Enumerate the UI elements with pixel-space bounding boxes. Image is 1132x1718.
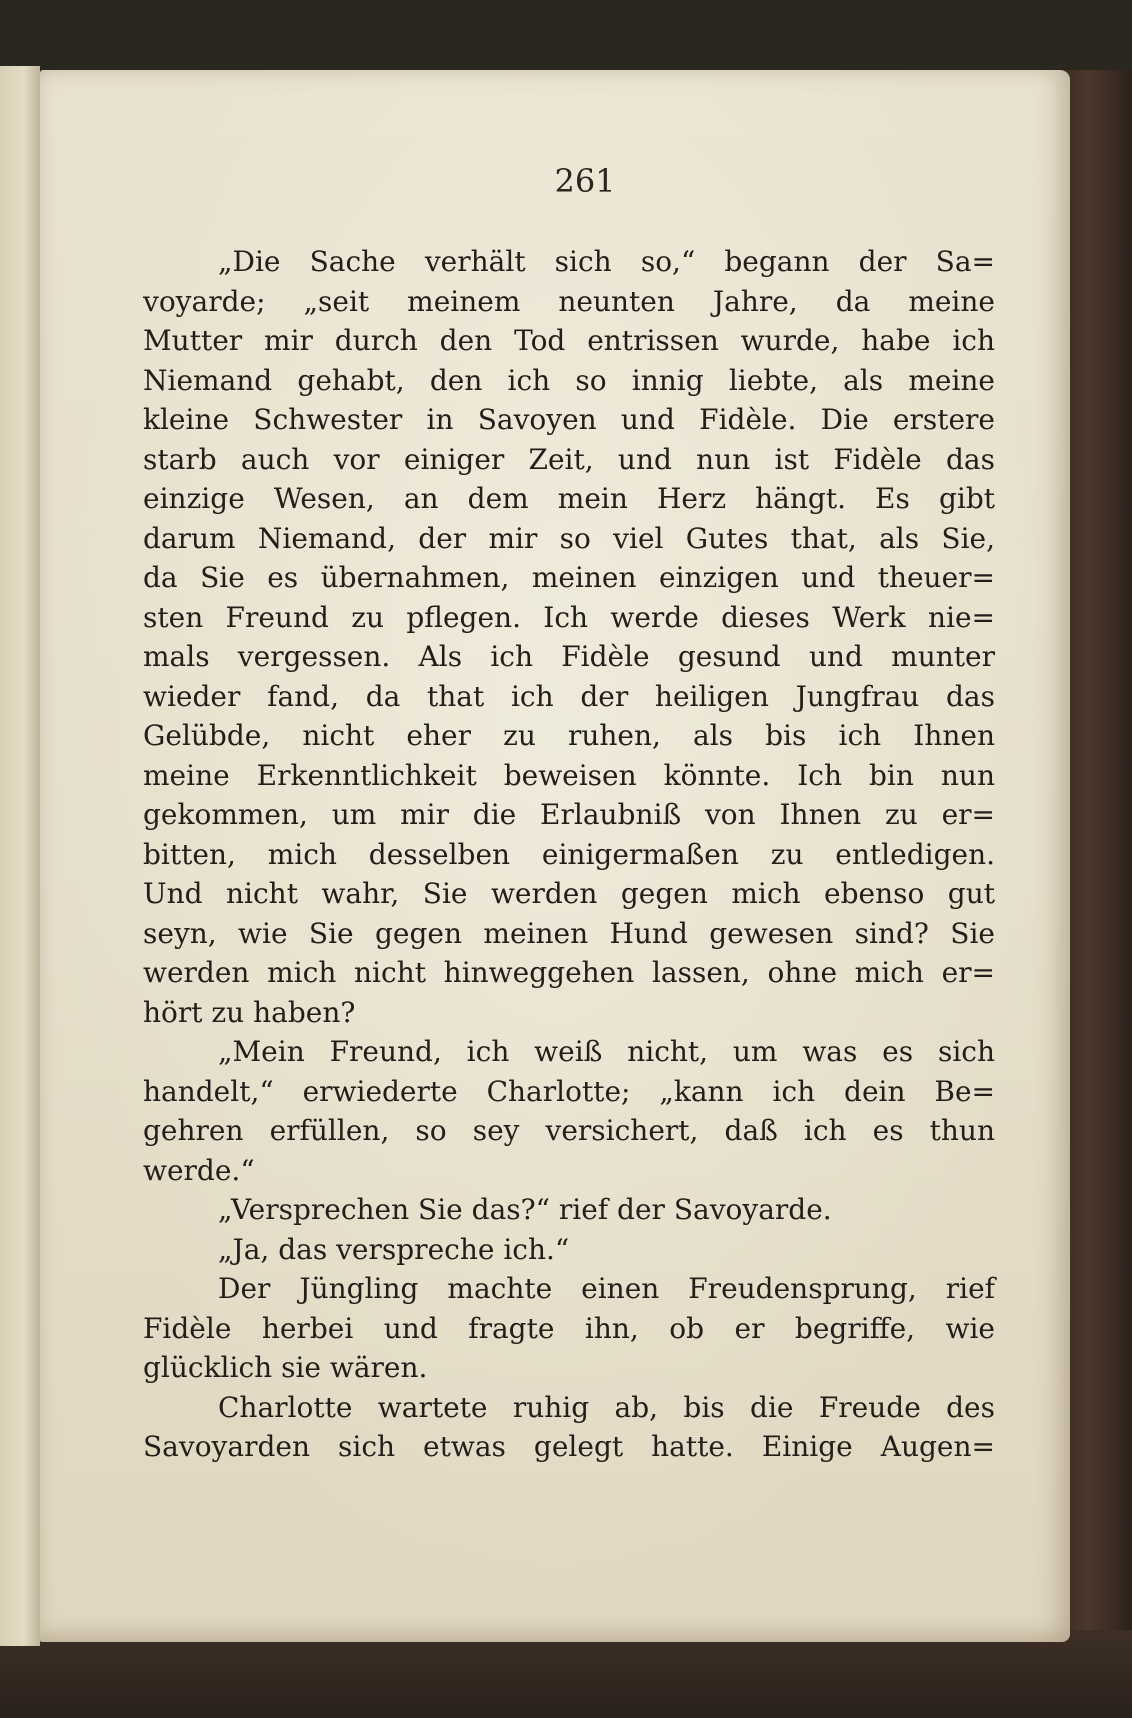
text-line: Der Jüngling machte einen Freudensprung, rief <box>218 1272 995 1305</box>
left-page-edge <box>0 66 40 1646</box>
text-line: bitten, mich desselben einigermaßen zu entledigen. <box>143 837 995 871</box>
text-line: Fidèle herbei und fragte ihn, ob er begriffe, wie <box>143 1311 995 1345</box>
page-text <box>143 242 995 1467</box>
text-line: gekommen, um mir die Erlaubniß von Ihnen zu er= <box>143 798 995 831</box>
text-line: „Die Sache verhält sich so,“ begann der Sa= <box>218 245 995 278</box>
text-line: Mutter mir durch den Tod entrissen wurde, habe ich <box>143 324 995 357</box>
text-line: voyarde; „seit meinem neunten Jahre, da meine <box>143 284 995 318</box>
text-line: wieder fand, da that ich der heiligen Jungfrau das <box>143 679 995 713</box>
book-page <box>40 70 1070 1642</box>
book-cover-bottom <box>0 1630 1132 1718</box>
text-line: meine Erkenntlichkeit beweisen könnte. Ich bin nun <box>143 758 995 792</box>
text-line: glücklich sie wären. <box>143 1351 428 1384</box>
text-line: Niemand gehabt, den ich so innig liebte, als meine <box>143 363 995 397</box>
text-line: „Versprechen Sie das?“ rief der Savoyarde. <box>218 1193 832 1226</box>
text-line: einzige Wesen, an dem mein Herz hängt. Es gibt <box>143 482 995 515</box>
text-line: Savoyarden sich etwas gelegt hatte. Einige Augen= <box>143 1430 995 1463</box>
text-line: starb auch vor einiger Zeit, und nun ist Fidèle das <box>143 442 995 476</box>
text-line: sten Freund zu pflegen. Ich werde dieses Werk nie= <box>143 600 995 634</box>
text-line: hört zu haben? <box>143 995 356 1029</box>
text-line: darum Niemand, der mir so viel Gutes that, als Sie, <box>143 521 995 555</box>
text-line: kleine Schwester in Savoyen und Fidèle. Die erstere <box>143 403 995 436</box>
text-line: gehren erfüllen, so sey versichert, daß ich es thun <box>143 1114 995 1147</box>
page-number: 261 <box>554 162 616 200</box>
text-line: werden mich nicht hinweggehen lassen, ohne mich er= <box>143 956 995 989</box>
text-line: „Mein Freund, ich weiß nicht, um was es sich <box>218 1035 995 1068</box>
text-line: handelt,“ erwiederte Charlotte; „kann ich dein Be= <box>143 1074 995 1108</box>
text-line: werde.“ <box>143 1153 255 1187</box>
book-cover-edge <box>1060 70 1132 1718</box>
text-line: seyn, wie Sie gegen meinen Hund gewesen sind? Sie <box>143 916 995 950</box>
text-line: Charlotte wartete ruhig ab, bis die Freude des <box>218 1390 995 1424</box>
text-line: Gelübde, nicht eher zu ruhen, als bis ich Ihnen <box>143 719 995 752</box>
text-line: da Sie es übernahmen, meinen einzigen und theuer= <box>143 561 995 594</box>
text-line: Und nicht wahr, Sie werden gegen mich ebenso gut <box>143 877 995 910</box>
text-line: „Ja, das verspreche ich.“ <box>218 1232 570 1266</box>
text-line: mals vergessen. Als ich Fidèle gesund und munter <box>143 640 995 673</box>
